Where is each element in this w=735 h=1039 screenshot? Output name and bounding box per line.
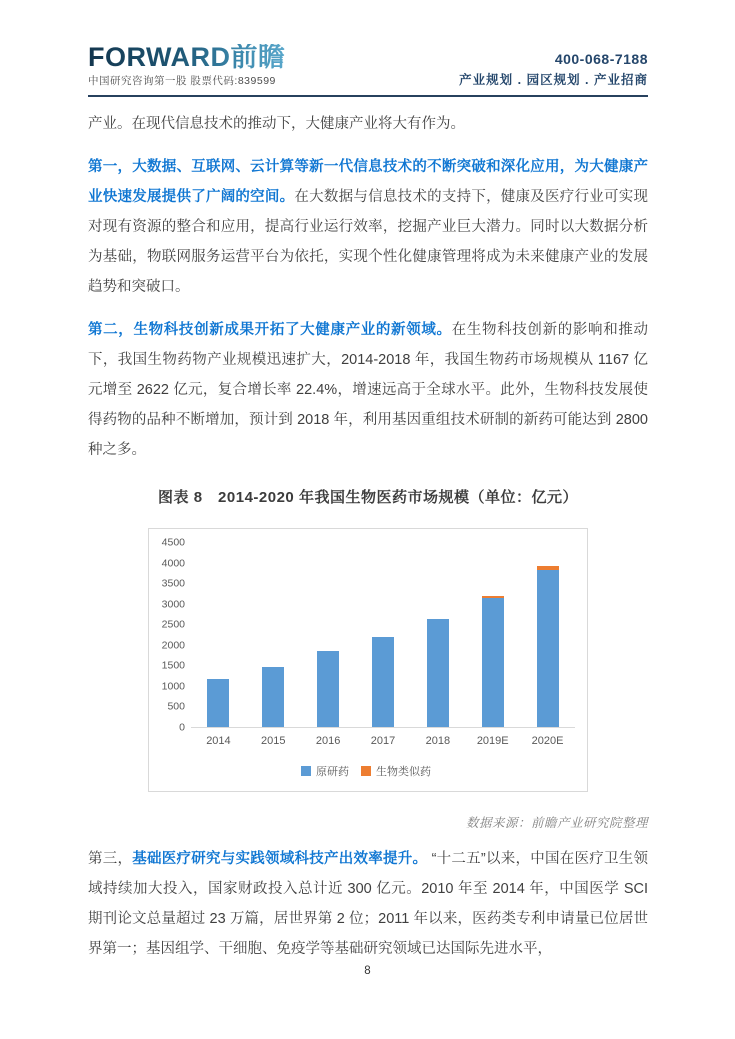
bar-group: [356, 637, 411, 727]
paragraph-1: [88, 109, 648, 139]
plot-wrap: [191, 543, 575, 747]
chart-inner: [157, 536, 575, 747]
paragraph-3-text: 在生物科技创新的影响和推动下，我国生物药物产业规模迅速扩大，2014-2018 年，我国生物药市场规模从 1167 亿元增至 2622 亿元，复合增长率 22.4%，增速远高于全球水平。此外，生物科技发展使得药物的品种不断增加，预计到 2018 年，利用基因重组技术研制的新药可能达到 2800 种之多。: [88, 321, 649, 458]
company-logo: [88, 44, 286, 87]
header-contact: [459, 52, 648, 87]
bar-segment: [262, 667, 284, 727]
paragraph-2-heading: 第一，大数据、互联网、云计算等新一代信息技术的不断突破和深化应用，为大健康产业快速发展提供了广阔的空间。: [88, 158, 648, 205]
document-body: [88, 109, 648, 964]
x-tick-label: 2020E: [531, 734, 564, 747]
logo-en: FORWARD: [88, 42, 231, 72]
legend-swatch: [361, 766, 371, 776]
y-tick-label: 4500: [161, 536, 185, 549]
paragraph-4-prefix: 第三，: [88, 850, 133, 867]
bar-stack: [262, 667, 284, 727]
bar-stack: [537, 566, 559, 726]
bar-stack: [317, 651, 339, 726]
paragraph-4: [88, 844, 648, 964]
page-number: 8: [364, 965, 371, 977]
bar-segment: [207, 679, 229, 727]
x-tick-label: 2019E: [476, 734, 509, 747]
phone-number: 400-068-7188: [554, 51, 648, 67]
chart: [148, 528, 588, 792]
plot-area: [191, 543, 575, 728]
paragraph-3-heading: 第二，生物科技创新成果开拓了大健康产业的新领域。: [88, 321, 452, 338]
logo-subtitle: 中国研究咨询第一股 股票代码:839599: [88, 75, 276, 87]
bar-group: [520, 566, 575, 726]
bar-segment: [482, 598, 504, 727]
x-tick-label: 2016: [315, 734, 341, 747]
bar-group: [465, 596, 520, 727]
x-axis: [191, 735, 575, 747]
bar-stack: [207, 679, 229, 727]
x-tick-label: 2018: [425, 734, 451, 747]
bar-stack: [482, 596, 504, 727]
y-tick-label: 1000: [161, 680, 185, 693]
legend-item: [361, 763, 431, 779]
bar-stack: [427, 619, 449, 727]
bar-segment: [537, 570, 559, 727]
legend-swatch: [301, 766, 311, 776]
paragraph-2: [88, 152, 648, 302]
x-tick-label: 2017: [370, 734, 396, 747]
page-header: [88, 0, 648, 97]
figure-title: 图表 8 2014-2020 年我国生物医药市场规模（单位：亿元）: [158, 488, 578, 506]
paragraph-3: [88, 315, 648, 465]
y-tick-label: 2500: [161, 618, 185, 631]
paragraph-2-text: 在大数据与信息技术的支持下，健康及医疗行业可实现对现有资源的整合和应用，提高行业运行效率，挖掘产业巨大潜力。同时以大数据分析为基础，物联网服务运营平台为依托，实现个性化健康管理将成为未来健康产业的发展趋势和突破口。: [88, 188, 648, 295]
y-axis: [157, 536, 191, 734]
legend-label: 生物类似药: [376, 765, 431, 778]
y-tick-label: 0: [179, 721, 185, 734]
bar-group: [191, 679, 246, 727]
y-tick-label: 500: [167, 700, 185, 713]
logo-wordmark: [88, 44, 286, 71]
bar-segment: [317, 651, 339, 726]
data-source-note: 数据来源：前瞻产业研究院整理: [465, 815, 648, 830]
paragraph-4-heading: 基础医疗研究与实践领域科技产出效率提升。: [132, 850, 428, 867]
y-tick-label: 2000: [161, 639, 185, 652]
x-tick-label: 2014: [206, 734, 231, 747]
bar-group: [301, 651, 356, 726]
x-tick-label: 2015: [261, 734, 286, 747]
paragraph-4-text: “十二五”以来，中国在医疗卫生领域持续加大投入，国家财政投入总计近 300 亿元。2010 年至 2014 年，中国医学 SCI 期刊论文总量超过 23 万篇，居世界第 2 位；2011 年以来，医药类专利申请量已位居世界第一；基因组学、干细胞、免疫学等基础研究领域已达国际先进水平，: [88, 850, 649, 957]
chart-legend: [157, 763, 575, 779]
bar-segment: [427, 619, 449, 727]
y-tick-label: 4000: [161, 556, 185, 569]
bar-segment: [372, 637, 394, 727]
company-tagline: 产业规划 . 园区规划 . 产业招商: [459, 73, 648, 87]
legend-item: [301, 763, 349, 779]
logo-cn: 前瞻: [230, 42, 286, 72]
bar-group: [246, 667, 301, 727]
y-tick-label: 3000: [161, 597, 185, 610]
paragraph-1-text: 产业。在现代信息技术的推动下，大健康产业将大有作为。: [88, 115, 465, 132]
bar-stack: [372, 637, 394, 727]
bar-group: [410, 619, 465, 727]
y-tick-label: 1500: [161, 659, 185, 672]
y-tick-label: 3500: [161, 577, 185, 590]
legend-label: 原研药: [316, 765, 349, 778]
